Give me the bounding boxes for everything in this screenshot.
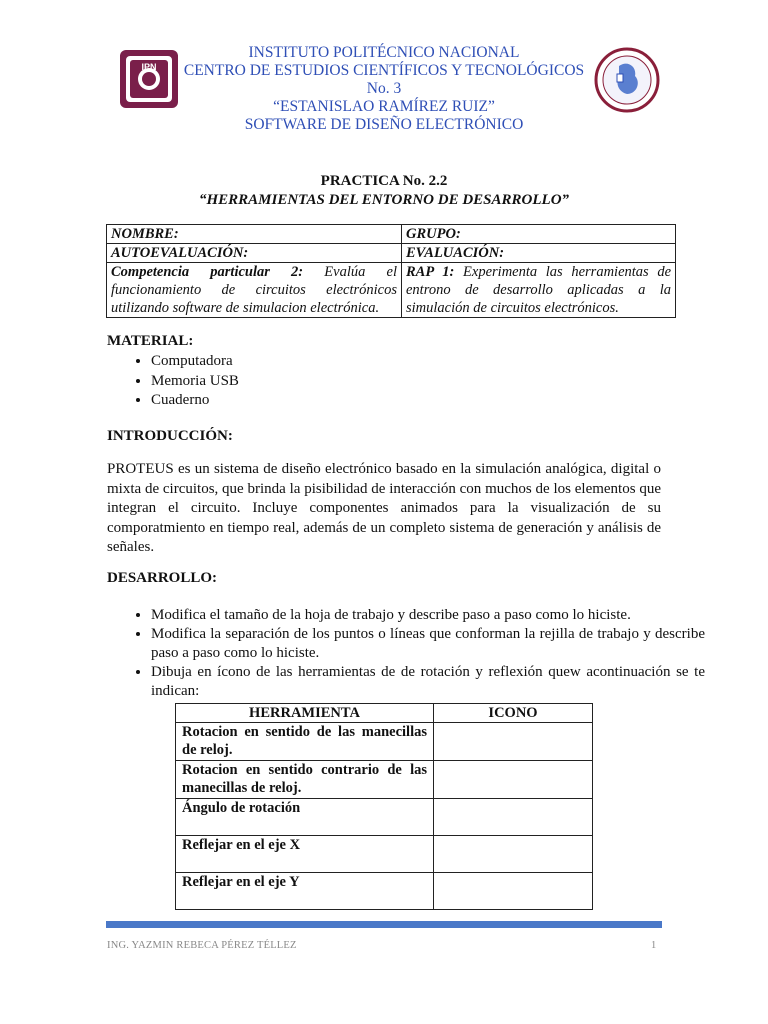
list-item: • Modifica la separación de los puntos o líneas que conforman la rejilla de trabajo y describe paso a paso como lo hiciste. — [151, 625, 705, 663]
footer-divider — [106, 921, 662, 928]
practice-subtitle: “HERRAMIENTAS DEL ENTORNO DE DESARROLLO” — [198, 192, 570, 208]
tool-icon-cell — [434, 723, 593, 761]
list-item: • Memoria USB — [151, 372, 239, 392]
header-line-2: CENTRO DE ESTUDIOS CIENTÍFICOS Y TECNOLÓGICOS — [183, 62, 585, 79]
competencia-label: Competencia particular 2: — [111, 264, 304, 280]
ipn-logo-text: IPN — [141, 62, 157, 72]
tool-name-cell: Ángulo de rotación — [176, 799, 434, 836]
tool-icon-cell — [434, 873, 593, 910]
nombre-cell: NOMBRE: — [107, 225, 402, 244]
competencia-text: Evalúa el funcionamiento de circuitos electrónicos utilizando software de simulacion electrónica. — [111, 264, 397, 316]
header-line-5: SOFTWARE DE DISEÑO ELECTRÓNICO — [244, 116, 524, 133]
tool-name-cell: Rotacion en sentido contrario de las manecillas de reloj. — [176, 761, 434, 799]
footer-author: ING. YAZMIN REBECA PÉREZ TÉLLEZ — [107, 940, 297, 951]
tool-name-cell: Reflejar en el eje X — [176, 836, 434, 873]
tools-header-herramienta: HERRAMIENTA — [176, 704, 434, 723]
header-line-1: INSTITUTO POLITÉCNICO NACIONAL — [248, 44, 520, 61]
list-item: • Cuaderno — [151, 391, 239, 411]
desarrollo-list — [107, 606, 705, 701]
rap-cell — [402, 263, 676, 318]
tool-name-cell: Reflejar en el eje Y — [176, 873, 434, 910]
tool-icon-cell — [434, 799, 593, 836]
introduccion-heading: INTRODUCCIÓN: — [107, 428, 233, 444]
institution-header — [0, 44, 768, 134]
tools-table — [175, 703, 593, 910]
list-item: • Modifica el tamaño de la hoja de trabajo y describe paso a paso como lo hiciste. — [151, 606, 705, 625]
autoevaluacion-cell: AUTOEVALUACIÓN: — [107, 244, 402, 263]
competencia-cell — [107, 263, 402, 318]
material-list — [107, 352, 239, 411]
tool-icon-cell — [434, 761, 593, 799]
list-item: • Dibuja en ícono de las herramientas de de rotación y reflexión quew acontinuación se te indican: — [151, 663, 705, 701]
student-info-table — [106, 224, 676, 318]
footer-page-number: 1 — [651, 940, 657, 951]
evaluacion-cell: EVALUACIÓN: — [402, 244, 676, 263]
desarrollo-heading: DESARROLLO: — [107, 570, 218, 586]
tools-header-icono: ICONO — [434, 704, 593, 723]
introduccion-paragraph: PROTEUS es un sistema de diseño electrónico basado en la simulación analógica, digital o mixta de circuitos, que brinda la pisibilidad de interacción con muchos de los elementos que integran el circuito. Incluye componentes animados para la visualización de su comporatmiento en tiempo real, además de un completo sistema de generación y análisis de señales. — [107, 461, 661, 555]
material-heading: MATERIAL: — [107, 333, 194, 349]
header-line-4: “ESTANISLAO RAMÍREZ RUIZ” — [273, 98, 495, 115]
grupo-cell: GRUPO: — [402, 225, 676, 244]
list-item: • Computadora — [151, 352, 239, 372]
tool-name-cell: Rotacion en sentido de las manecillas de reloj. — [176, 723, 434, 761]
rap-label: RAP 1: — [406, 264, 455, 280]
rap-text: Experimenta las herramientas de entrono de desarrollo aplicadas a la simulación de circuitos electrónicos. — [406, 264, 671, 316]
practice-number: PRACTICA No. 2.2 — [320, 173, 448, 189]
header-line-3: No. 3 — [366, 80, 402, 97]
tool-icon-cell — [434, 836, 593, 873]
practice-title — [0, 172, 768, 210]
